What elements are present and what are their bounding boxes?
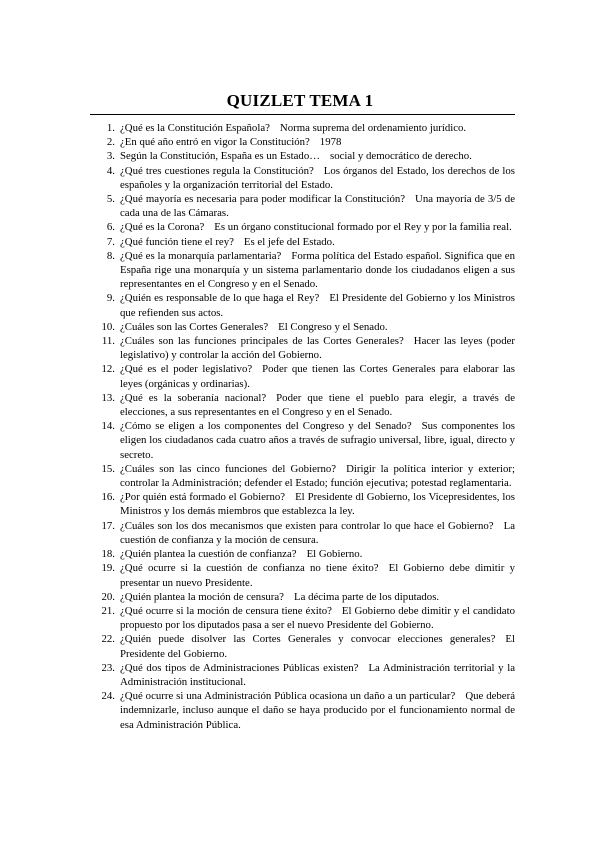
list-item [97,689,515,732]
list-item [97,135,515,149]
item-number: 7. [106,235,115,248]
item-number: 4. [106,164,115,177]
item-number: 13. [101,391,115,404]
list-item [97,391,515,419]
answer-text: Poder que tiene el pueblo para elegir, a través de elecciones, a sus representantes en el Congreso y en el Senado. [120,391,515,419]
list-item [97,632,515,660]
list-item [97,235,515,249]
question-text: ¿Cuáles son los dos mecanismos que existen para controlar lo que hace el Gobierno? [120,519,494,532]
list-item [97,164,515,192]
item-number: 1. [106,122,115,134]
question-text: ¿Cuáles son las cinco funciones del Gobierno? [120,462,337,475]
list-item [97,604,515,632]
list-item [97,249,515,292]
answer-text: Una mayoría de 3/5 de cada una de las Cámaras. [120,193,515,220]
question-text: ¿Qué tres cuestiones regula la Constitución? [120,164,314,177]
item-number: 16. [101,491,115,504]
question-text: ¿Qué ocurre si la moción de censura tiene éxito? [120,604,332,617]
answer-text: Forma política del Estado español. Significa que en España rige una monarquía y un sistema parlamentario donde los ciudadanos eligen a sus representantes en el Congreso y en el Senado. [120,249,515,291]
list-item [97,490,515,518]
question-text: ¿Por quién está formado el Gobierno? [120,491,286,504]
list-item [97,334,515,362]
item-number: 23. [101,661,115,674]
answer-text: social y democrático de derecho. [330,150,472,163]
list-item [97,121,515,135]
question-text: ¿Qué es la Corona? [120,221,205,234]
list-item [97,291,515,319]
answer-text: Los órganos del Estado, los derechos de los españoles y la organización territorial del Estado. [120,164,515,191]
question-text: ¿Qué es la monarquía parlamentaria? [120,249,282,262]
question-text: ¿Qué ocurre si una Administración Pública ocasiona un daño a un particular? [120,690,456,703]
question-text: ¿Quién plantea la moción de censura? [120,590,284,603]
item-number: 24. [101,690,115,703]
question-list [97,121,515,732]
item-number: 14. [101,420,115,433]
item-number: 2. [106,136,115,149]
item-number: 18. [101,548,115,561]
list-item [97,419,515,462]
question-text: ¿Cuáles son las funciones principales de las Cortes Generales? [120,335,404,348]
answer-text: Norma suprema del ordenamiento jurídico. [279,122,467,134]
item-number: 20. [101,590,115,603]
answer-text: El Gobierno debe dimitir y el candidato propuesto por los diputados pasa a ser el nuevo Presidente del Gobierno. [120,604,515,632]
answer-text: 1978 [319,136,342,149]
answer-text: El Gobierno. [306,548,363,561]
answer-text: El Presidente del Gobierno y los Ministros que refienden sus actos. [120,292,515,319]
answer-text: Es un órgano constitucional formado por el Rey y por la familia real. [214,221,512,234]
answer-text: La décima parte de los diputados. [293,590,440,603]
item-number: 11. [101,335,115,348]
question-text: ¿Qué es la Constitución Española? [120,122,270,134]
list-item [97,362,515,390]
answer-text: Dirigir la política interior y exterior; controlar la Administración; defender el Estado; función ejecutiva; potestad reglamentaria. [120,462,516,490]
question-text: ¿Quién es responsable de lo que haga el Rey? [120,292,320,305]
question-text: ¿En qué año entró en vigor la Constitución? [120,136,310,149]
question-text: ¿Qué es la soberanía nacional? [120,391,267,404]
list-item [97,149,515,163]
question-text: ¿Qué ocurre si la cuestión de confianza no tiene éxito? [120,562,379,575]
item-number: 6. [106,221,115,234]
item-number: 22. [101,633,115,646]
question-text: ¿Quién puede disolver las Cortes Generales y convocar elecciones generales? [120,633,496,646]
item-number: 15. [101,462,115,475]
answer-text: El Gobierno debe dimitir y presentar un nuevo Presidente. [120,562,516,589]
question-text: ¿Quién plantea la cuestión de confianza? [120,548,297,561]
answer-text: Poder que tienen las Cortes Generales para elaborar las leyes (orgánicas y ordinarias). [120,363,515,390]
list-item [97,320,515,334]
question-text: ¿Qué dos tipos de Administraciones Públicas existen? [120,661,359,674]
question-text: ¿Qué mayoría es necesaria para poder modificar la Constitución? [120,193,406,206]
list-item [97,519,515,547]
item-number: 19. [101,562,115,575]
answer-text: Hacer las leyes (poder legislativo) y controlar la acción del Gobierno. [120,335,515,362]
question-text: ¿Qué función tiene el rey? [120,235,234,248]
question-text: ¿Cómo se eligen a los componentes del Congreso y del Senado? [120,420,412,433]
item-number: 9. [106,292,115,305]
answer-text: El Congreso y el Senado. [278,320,388,333]
item-number: 3. [106,150,115,163]
answer-text: Es el jefe del Estado. [243,235,335,248]
item-number: 21. [101,604,115,617]
list-item [97,192,515,220]
item-number: 5. [106,193,115,206]
answer-text: Sus componentes los eligen los ciudadanos cada cuatro años a través de sufragio universal, libre, igual, directo y secreto. [120,420,516,461]
page-title: QUIZLET TEMA 1 [226,91,374,110]
question-text: ¿Cuáles son las Cortes Generales? [120,320,269,333]
item-number: 12. [101,363,115,376]
item-number: 8. [106,249,115,262]
question-text: Según la Constitución, España es un Estado… [120,150,321,163]
list-item [97,661,515,689]
answer-text: El Presidente del Gobierno. [120,633,515,660]
item-number: 10. [101,320,115,333]
title-divider [90,114,515,115]
list-item [97,561,515,589]
list-item [97,462,515,490]
question-text: ¿Qué es el poder legislativo? [120,363,253,376]
answer-text: La Administración territorial y la Administración institucional. [120,661,516,688]
list-item [97,220,515,234]
answer-text: Que deberá indemnizarle, incluso aunque el daño se haya producido por el funcionamiento normal de esa Administración Pública. [120,690,515,731]
answer-text: La cuestión de confianza y la moción de censura. [120,519,515,546]
item-number: 17. [101,519,115,532]
list-item [97,590,515,604]
list-item [97,547,515,561]
answer-text: El Presidente dl Gobierno, los Vicepresidentes, los Ministros y los demás miembros que establezca la ley. [120,491,516,518]
